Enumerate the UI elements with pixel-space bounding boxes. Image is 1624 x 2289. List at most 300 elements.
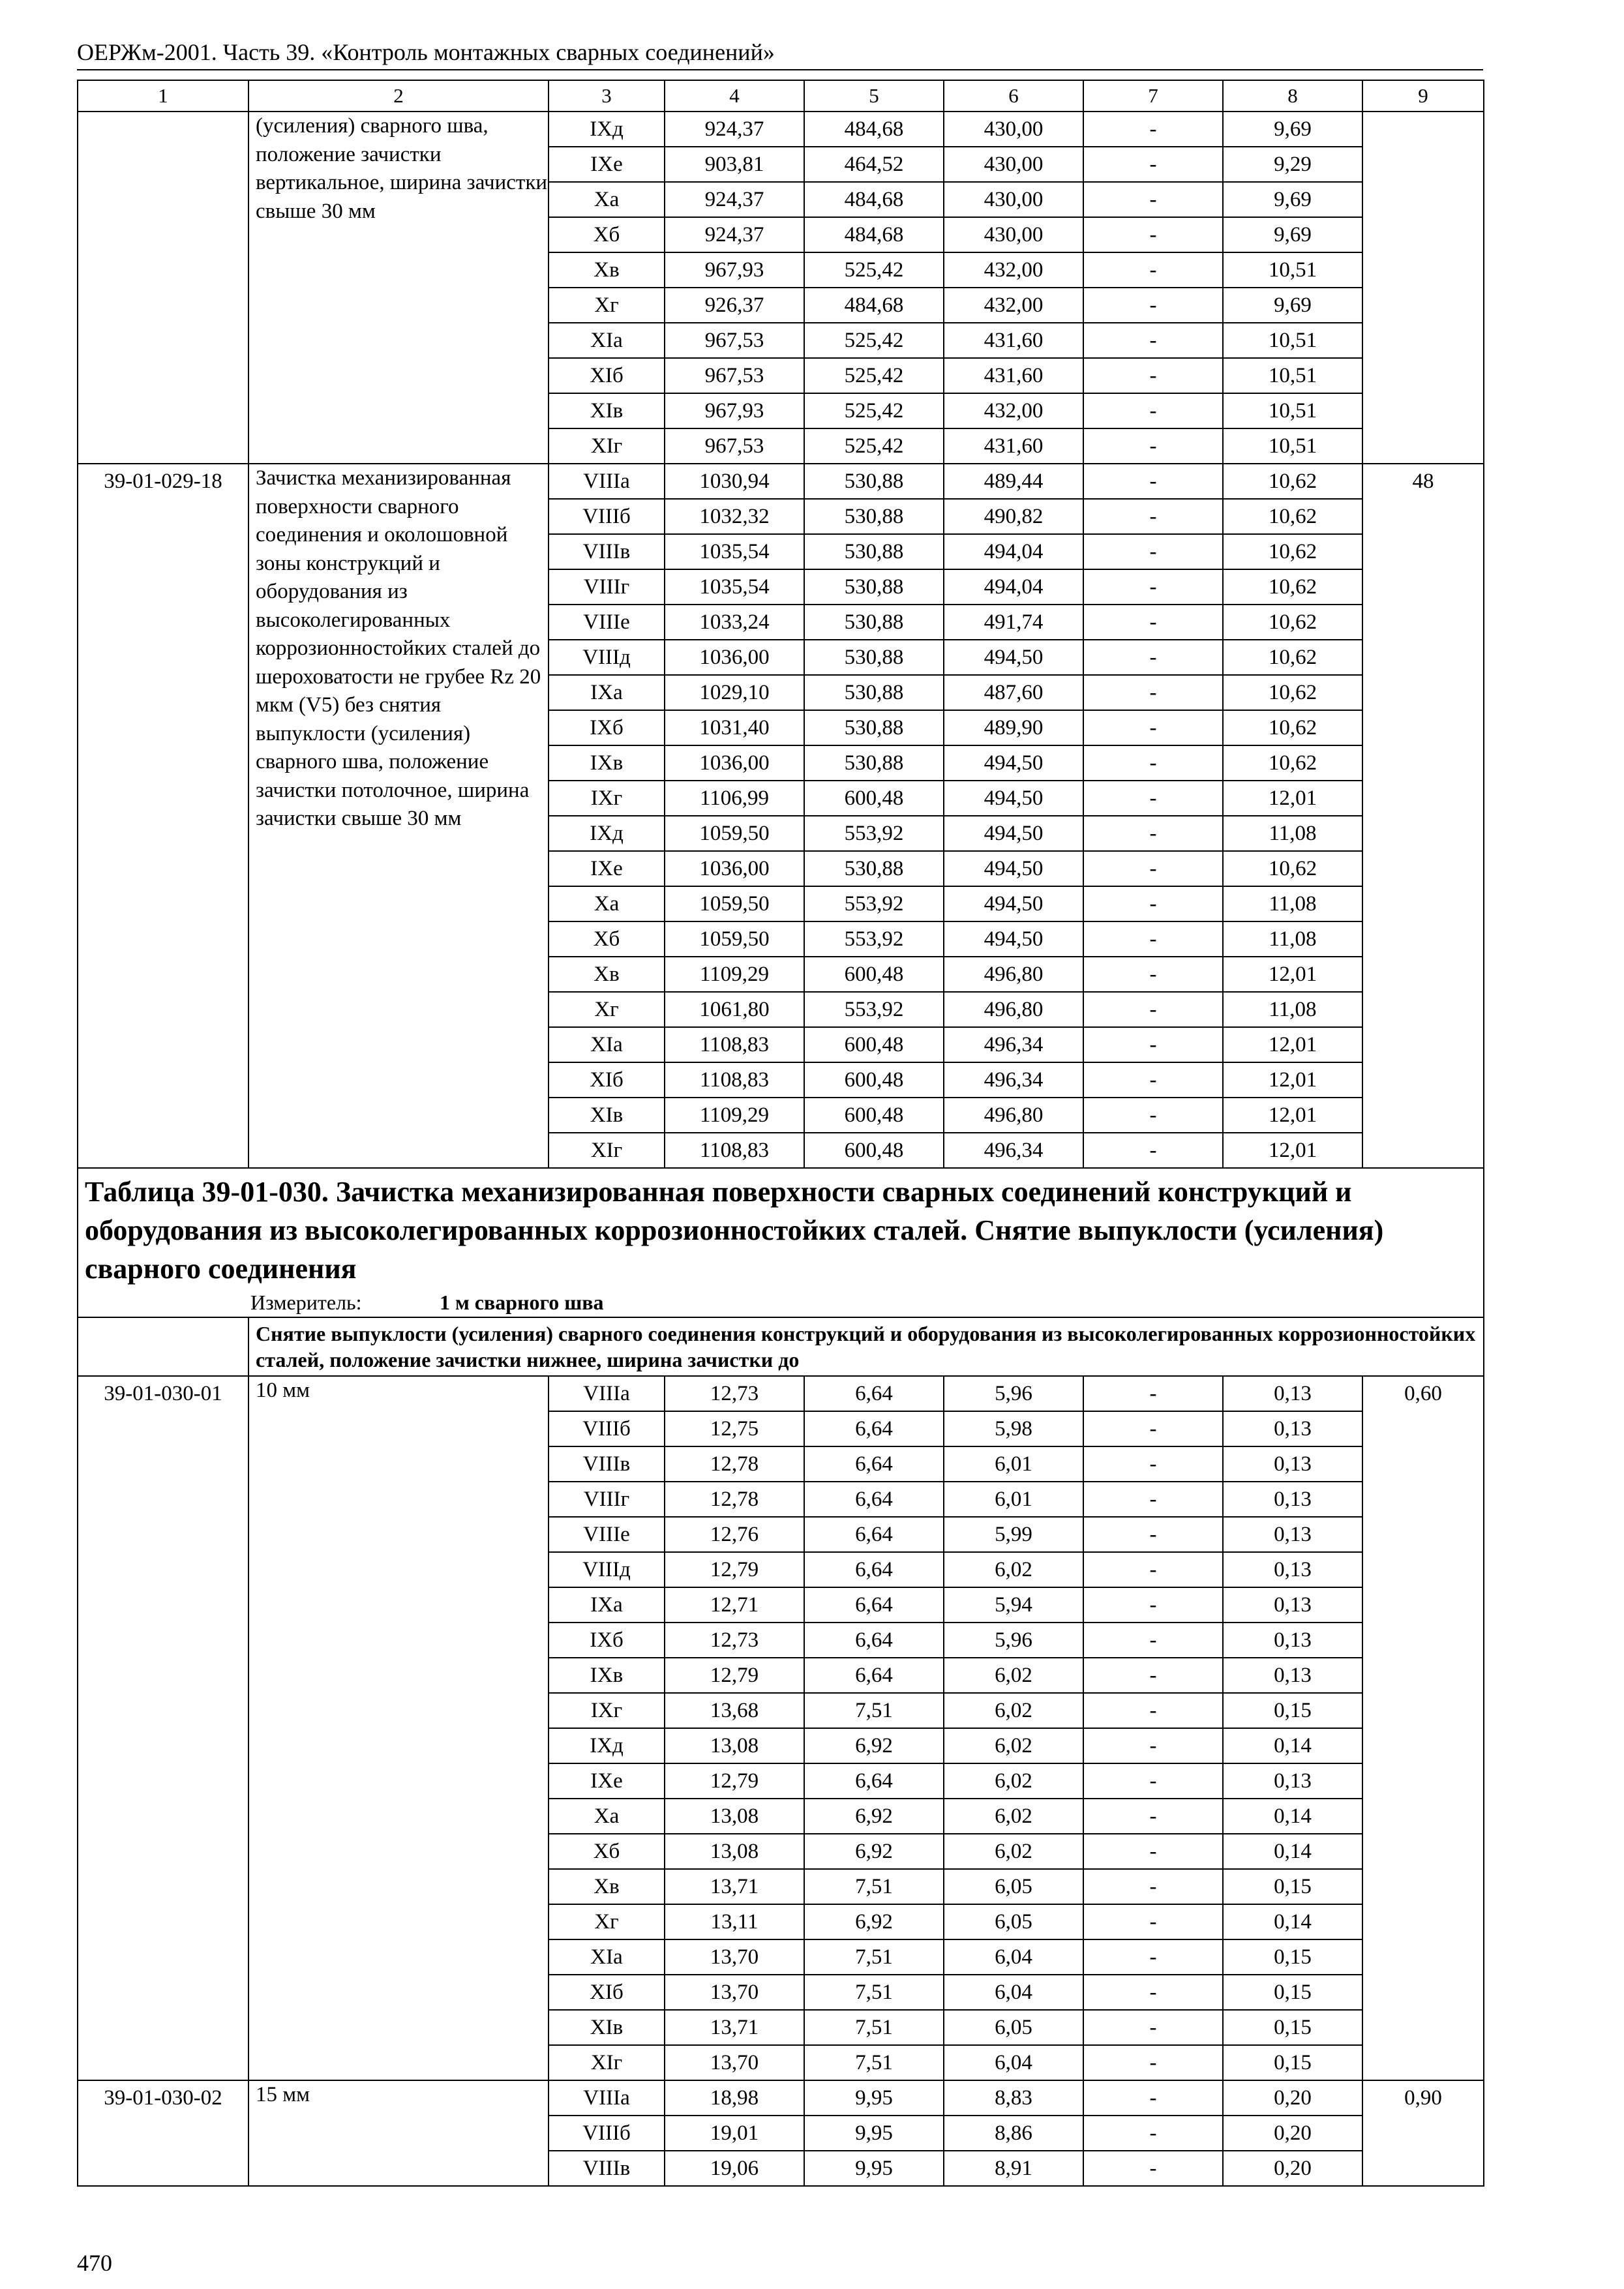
machine-cost: 494,50 (944, 816, 1083, 851)
labor-hours: 11,08 (1223, 992, 1362, 1027)
labor-cost: 600,48 (804, 1133, 944, 1168)
labor-cost: 7,51 (804, 1939, 944, 1975)
machine-cost: 8,83 (944, 2080, 1083, 2116)
machine-cost: 496,34 (944, 1062, 1083, 1098)
running-header: ОЕРЖм-2001. Часть 39. «Контроль монтажных сварных соединений» (77, 39, 775, 65)
machine-cost: 496,34 (944, 1027, 1083, 1062)
materials-cost: - (1083, 393, 1223, 428)
rate-description: Зачистка механизированная поверхности сварного соединения и околошовной зоны конструкций и оборудования из высоколегированных коррозионностойких сталей до шероховатости не грубее Rz 20 мкм (V5) без снятия выпуклости (усиления) сварного шва, положение зачистки потолочное, ширина зачистки свыше 30 мм (248, 464, 549, 1168)
machine-cost: 432,00 (944, 252, 1083, 288)
materials-cost: - (1083, 499, 1223, 534)
materials-cost: - (1083, 1376, 1223, 1411)
total-cost: 1029,10 (665, 675, 804, 710)
weld-class: IXб (549, 710, 665, 745)
labor-hours: 10,62 (1223, 534, 1362, 569)
total-cost: 924,37 (665, 112, 804, 147)
materials-cost: - (1083, 640, 1223, 675)
weld-class: XIг (549, 2045, 665, 2080)
section-spacer (78, 1317, 248, 1376)
labor-cost: 553,92 (804, 816, 944, 851)
total-cost: 12,71 (665, 1587, 804, 1623)
table-title-row (78, 1168, 1484, 1317)
total-cost: 1059,50 (665, 886, 804, 921)
weld-class: Xг (549, 992, 665, 1027)
machine-cost: 494,50 (944, 886, 1083, 921)
labor-cost: 6,64 (804, 1411, 944, 1446)
labor-hours: 10,62 (1223, 640, 1362, 675)
labor-hours: 0,14 (1223, 1904, 1362, 1939)
materials-cost: - (1083, 1587, 1223, 1623)
labor-cost: 525,42 (804, 428, 944, 464)
rate-column-9: 0,60 (1362, 1376, 1484, 2080)
materials-cost: - (1083, 2080, 1223, 2116)
labor-cost: 6,64 (804, 1763, 944, 1799)
materials-cost: - (1083, 2010, 1223, 2045)
total-cost: 19,01 (665, 2116, 804, 2151)
machine-cost: 432,00 (944, 288, 1083, 323)
machine-cost: 494,50 (944, 851, 1083, 886)
labor-cost: 530,88 (804, 851, 944, 886)
rate-code: 39-01-029-18 (78, 464, 248, 1168)
materials-cost: - (1083, 781, 1223, 816)
labor-hours: 10,51 (1223, 323, 1362, 358)
total-cost: 1108,83 (665, 1062, 804, 1098)
materials-cost: - (1083, 1446, 1223, 1482)
labor-cost: 6,64 (804, 1446, 944, 1482)
total-cost: 1061,80 (665, 992, 804, 1027)
labor-hours: 0,15 (1223, 1869, 1362, 1904)
weld-class: Xб (549, 1834, 665, 1869)
weld-class: XIа (549, 1939, 665, 1975)
labor-hours: 0,15 (1223, 1975, 1362, 2010)
machine-cost: 431,60 (944, 358, 1083, 393)
weld-class: IXд (549, 112, 665, 147)
materials-cost: - (1083, 2116, 1223, 2151)
labor-hours: 10,62 (1223, 851, 1362, 886)
machine-cost: 6,02 (944, 1799, 1083, 1834)
labor-hours: 10,62 (1223, 710, 1362, 745)
labor-hours: 11,08 (1223, 921, 1362, 957)
labor-cost: 525,42 (804, 358, 944, 393)
machine-cost: 494,50 (944, 745, 1083, 781)
machine-cost: 494,04 (944, 569, 1083, 605)
weld-class: Xа (549, 1799, 665, 1834)
labor-cost: 6,64 (804, 1376, 944, 1411)
total-cost: 13,71 (665, 1869, 804, 1904)
machine-cost: 496,34 (944, 1133, 1083, 1168)
labor-hours: 0,13 (1223, 1517, 1362, 1552)
materials-cost: - (1083, 992, 1223, 1027)
total-cost: 967,53 (665, 323, 804, 358)
machine-cost: 431,60 (944, 428, 1083, 464)
materials-cost: - (1083, 252, 1223, 288)
rate-description: 10 мм (248, 1376, 549, 2080)
labor-hours: 0,13 (1223, 1446, 1362, 1482)
labor-cost: 6,92 (804, 1904, 944, 1939)
machine-cost: 489,90 (944, 710, 1083, 745)
machine-cost: 494,04 (944, 534, 1083, 569)
total-cost: 13,68 (665, 1693, 804, 1728)
total-cost: 12,73 (665, 1623, 804, 1658)
labor-hours: 0,13 (1223, 1411, 1362, 1446)
labor-cost: 530,88 (804, 569, 944, 605)
weld-class: VIIIд (549, 1552, 665, 1587)
weld-class: IXе (549, 851, 665, 886)
materials-cost: - (1083, 886, 1223, 921)
total-cost: 13,70 (665, 1975, 804, 2010)
machine-cost: 6,01 (944, 1482, 1083, 1517)
materials-cost: - (1083, 1027, 1223, 1062)
total-cost: 12,79 (665, 1552, 804, 1587)
weld-class: IXа (549, 1587, 665, 1623)
total-cost: 1059,50 (665, 921, 804, 957)
labor-hours: 10,62 (1223, 745, 1362, 781)
section-row (78, 1317, 1484, 1376)
total-cost: 13,08 (665, 1799, 804, 1834)
rate-code (78, 112, 248, 464)
total-cost: 19,06 (665, 2151, 804, 2186)
materials-cost: - (1083, 358, 1223, 393)
materials-cost: - (1083, 1904, 1223, 1939)
materials-cost: - (1083, 569, 1223, 605)
machine-cost: 6,04 (944, 1939, 1083, 1975)
labor-hours: 0,13 (1223, 1587, 1362, 1623)
labor-hours: 9,69 (1223, 112, 1362, 147)
weld-class: Xв (549, 1869, 665, 1904)
labor-cost: 6,92 (804, 1728, 944, 1763)
labor-cost: 9,95 (804, 2080, 944, 2116)
materials-cost: - (1083, 1728, 1223, 1763)
weld-class: IXв (549, 745, 665, 781)
weld-class: XIа (549, 1027, 665, 1062)
materials-cost: - (1083, 1552, 1223, 1587)
labor-cost: 530,88 (804, 745, 944, 781)
materials-cost: - (1083, 957, 1223, 992)
weld-class: IXе (549, 1763, 665, 1799)
materials-cost: - (1083, 2151, 1223, 2186)
table-row (78, 2080, 1484, 2116)
rate-column-9: 48 (1362, 464, 1484, 1168)
rate-code: 39-01-030-01 (78, 1376, 248, 2080)
total-cost: 1036,00 (665, 640, 804, 675)
labor-hours: 0,13 (1223, 1376, 1362, 1411)
machine-cost: 5,96 (944, 1376, 1083, 1411)
total-cost: 1108,83 (665, 1133, 804, 1168)
section-heading: Снятие выпуклости (усиления) сварного соединения конструкций и оборудования из высоколегированных коррозионностойких сталей, положение зачистки нижнее, ширина зачистки до (248, 1317, 1484, 1376)
total-cost: 12,78 (665, 1482, 804, 1517)
machine-cost: 5,94 (944, 1587, 1083, 1623)
weld-class: XIг (549, 428, 665, 464)
total-cost: 967,53 (665, 358, 804, 393)
labor-cost: 7,51 (804, 1869, 944, 1904)
labor-cost: 600,48 (804, 1027, 944, 1062)
weld-class: IXе (549, 147, 665, 182)
materials-cost: - (1083, 605, 1223, 640)
materials-cost: - (1083, 1098, 1223, 1133)
total-cost: 1036,00 (665, 851, 804, 886)
labor-hours: 10,62 (1223, 499, 1362, 534)
labor-hours: 12,01 (1223, 1062, 1362, 1098)
labor-cost: 600,48 (804, 1098, 944, 1133)
total-cost: 926,37 (665, 288, 804, 323)
header-rule (77, 69, 1483, 70)
total-cost: 12,79 (665, 1763, 804, 1799)
labor-hours: 0,13 (1223, 1552, 1362, 1587)
labor-hours: 12,01 (1223, 957, 1362, 992)
machine-cost: 6,02 (944, 1834, 1083, 1869)
materials-cost: - (1083, 1975, 1223, 2010)
materials-cost: - (1083, 1834, 1223, 1869)
total-cost: 924,37 (665, 182, 804, 217)
labor-hours: 11,08 (1223, 886, 1362, 921)
weld-class: IXд (549, 1728, 665, 1763)
table-row (78, 464, 1484, 499)
machine-cost: 6,05 (944, 2010, 1083, 2045)
labor-cost: 464,52 (804, 147, 944, 182)
weld-class: XIв (549, 393, 665, 428)
total-cost: 1031,40 (665, 710, 804, 745)
total-cost: 1109,29 (665, 1098, 804, 1133)
labor-cost: 530,88 (804, 534, 944, 569)
labor-cost: 484,68 (804, 288, 944, 323)
page-number: 470 (77, 2250, 112, 2276)
total-cost: 12,73 (665, 1376, 804, 1411)
labor-hours: 10,51 (1223, 428, 1362, 464)
labor-hours: 0,13 (1223, 1623, 1362, 1658)
total-cost: 1030,94 (665, 464, 804, 499)
total-cost: 1032,32 (665, 499, 804, 534)
total-cost: 12,79 (665, 1658, 804, 1693)
labor-hours: 9,69 (1223, 182, 1362, 217)
labor-hours: 0,20 (1223, 2116, 1362, 2151)
machine-cost: 490,82 (944, 499, 1083, 534)
weld-class: Xв (549, 252, 665, 288)
labor-hours: 10,62 (1223, 675, 1362, 710)
total-cost: 13,11 (665, 1904, 804, 1939)
total-cost: 967,93 (665, 252, 804, 288)
labor-hours: 12,01 (1223, 1098, 1362, 1133)
labor-cost: 7,51 (804, 2045, 944, 2080)
labor-hours: 11,08 (1223, 816, 1362, 851)
labor-hours: 0,13 (1223, 1482, 1362, 1517)
column-number: 1 (78, 80, 248, 112)
machine-cost: 6,01 (944, 1446, 1083, 1482)
machine-cost: 496,80 (944, 1098, 1083, 1133)
total-cost: 903,81 (665, 147, 804, 182)
total-cost: 13,70 (665, 1939, 804, 1975)
column-number: 6 (944, 80, 1083, 112)
total-cost: 1035,54 (665, 534, 804, 569)
weld-class: Xб (549, 217, 665, 252)
labor-hours: 10,62 (1223, 464, 1362, 499)
total-cost: 1035,54 (665, 569, 804, 605)
labor-hours: 0,20 (1223, 2151, 1362, 2186)
machine-cost: 430,00 (944, 182, 1083, 217)
labor-hours: 10,62 (1223, 569, 1362, 605)
column-number: 8 (1223, 80, 1362, 112)
weld-class: IXб (549, 1623, 665, 1658)
labor-hours: 12,01 (1223, 1027, 1362, 1062)
weld-class: VIIIб (549, 2116, 665, 2151)
materials-cost: - (1083, 1623, 1223, 1658)
labor-cost: 6,64 (804, 1587, 944, 1623)
weld-class: VIIIв (549, 2151, 665, 2186)
rate-column-9 (1362, 112, 1484, 464)
total-cost: 1033,24 (665, 605, 804, 640)
total-cost: 18,98 (665, 2080, 804, 2116)
weld-class: Xа (549, 886, 665, 921)
machine-cost: 6,04 (944, 1975, 1083, 2010)
weld-class: VIIIг (549, 1482, 665, 1517)
materials-cost: - (1083, 1411, 1223, 1446)
labor-cost: 6,92 (804, 1834, 944, 1869)
labor-cost: 553,92 (804, 886, 944, 921)
weld-class: IXг (549, 781, 665, 816)
materials-cost: - (1083, 675, 1223, 710)
rate-column-9: 0,90 (1362, 2080, 1484, 2186)
total-cost: 12,78 (665, 1446, 804, 1482)
rate-description: (усиления) сварного шва, положение зачистки вертикальное, ширина зачистки свыше 30 мм (248, 112, 549, 464)
materials-cost: - (1083, 921, 1223, 957)
machine-cost: 494,50 (944, 921, 1083, 957)
machine-cost: 6,05 (944, 1904, 1083, 1939)
weld-class: VIIIе (549, 605, 665, 640)
total-cost: 1106,99 (665, 781, 804, 816)
weld-class: VIIIд (549, 640, 665, 675)
labor-cost: 7,51 (804, 1975, 944, 2010)
labor-cost: 525,42 (804, 323, 944, 358)
labor-cost: 600,48 (804, 781, 944, 816)
weld-class: XIг (549, 1133, 665, 1168)
labor-cost: 553,92 (804, 921, 944, 957)
labor-hours: 0,14 (1223, 1799, 1362, 1834)
table-title: Таблица 39-01-030. Зачистка механизированная поверхности сварных соединений конструкций и оборудования из высоколегированных коррозионностойких сталей. Снятие выпуклости (усиления) сварного соединения (85, 1176, 1384, 1285)
column-number: 4 (665, 80, 804, 112)
labor-cost: 525,42 (804, 252, 944, 288)
labor-cost: 525,42 (804, 393, 944, 428)
labor-hours: 9,29 (1223, 147, 1362, 182)
machine-cost: 432,00 (944, 393, 1083, 428)
machine-cost: 431,60 (944, 323, 1083, 358)
column-number: 5 (804, 80, 944, 112)
weld-class: VIIIв (549, 1446, 665, 1482)
machine-cost: 430,00 (944, 147, 1083, 182)
materials-cost: - (1083, 1799, 1223, 1834)
materials-cost: - (1083, 217, 1223, 252)
weld-class: IXв (549, 1658, 665, 1693)
labor-cost: 6,92 (804, 1799, 944, 1834)
labor-hours: 12,01 (1223, 1133, 1362, 1168)
machine-cost: 496,80 (944, 992, 1083, 1027)
weld-class: VIIIе (549, 1517, 665, 1552)
labor-cost: 530,88 (804, 675, 944, 710)
labor-cost: 530,88 (804, 464, 944, 499)
materials-cost: - (1083, 851, 1223, 886)
labor-cost: 7,51 (804, 1693, 944, 1728)
labor-hours: 0,14 (1223, 1834, 1362, 1869)
labor-cost: 484,68 (804, 182, 944, 217)
weld-class: VIIIб (549, 499, 665, 534)
materials-cost: - (1083, 1869, 1223, 1904)
machine-cost: 6,02 (944, 1763, 1083, 1799)
materials-cost: - (1083, 2045, 1223, 2080)
labor-hours: 10,51 (1223, 358, 1362, 393)
machine-cost: 430,00 (944, 112, 1083, 147)
materials-cost: - (1083, 288, 1223, 323)
labor-cost: 6,64 (804, 1623, 944, 1658)
machine-cost: 5,99 (944, 1517, 1083, 1552)
labor-cost: 9,95 (804, 2116, 944, 2151)
machine-cost: 6,05 (944, 1869, 1083, 1904)
labor-hours: 0,15 (1223, 2045, 1362, 2080)
machine-cost: 6,02 (944, 1552, 1083, 1587)
weld-class: IXа (549, 675, 665, 710)
column-number: 2 (248, 80, 549, 112)
weld-class: VIIIв (549, 534, 665, 569)
labor-cost: 484,68 (804, 217, 944, 252)
materials-cost: - (1083, 1517, 1223, 1552)
weld-class: Xг (549, 1904, 665, 1939)
weld-class: IXд (549, 816, 665, 851)
materials-cost: - (1083, 1062, 1223, 1098)
labor-hours: 0,15 (1223, 1693, 1362, 1728)
labor-hours: 12,01 (1223, 781, 1362, 816)
table-row (78, 1376, 1484, 1411)
total-cost: 13,70 (665, 2045, 804, 2080)
machine-cost: 8,86 (944, 2116, 1083, 2151)
weld-class: Xа (549, 182, 665, 217)
labor-cost: 9,95 (804, 2151, 944, 2186)
materials-cost: - (1083, 1693, 1223, 1728)
labor-cost: 600,48 (804, 1062, 944, 1098)
weld-class: Xв (549, 957, 665, 992)
weld-class: Xг (549, 288, 665, 323)
total-cost: 13,08 (665, 1728, 804, 1763)
labor-cost: 484,68 (804, 112, 944, 147)
labor-hours: 0,13 (1223, 1658, 1362, 1693)
materials-cost: - (1083, 710, 1223, 745)
weld-class: XIб (549, 1062, 665, 1098)
materials-cost: - (1083, 1658, 1223, 1693)
table-title-cell (78, 1168, 1484, 1317)
materials-cost: - (1083, 182, 1223, 217)
column-number: 9 (1362, 80, 1484, 112)
total-cost: 1108,83 (665, 1027, 804, 1062)
column-number: 3 (549, 80, 665, 112)
weld-class: XIб (549, 358, 665, 393)
weld-class: XIб (549, 1975, 665, 2010)
labor-cost: 530,88 (804, 605, 944, 640)
materials-cost: - (1083, 1482, 1223, 1517)
labor-hours: 0,15 (1223, 1939, 1362, 1975)
weld-class: XIв (549, 2010, 665, 2045)
total-cost: 967,53 (665, 428, 804, 464)
total-cost: 13,08 (665, 1834, 804, 1869)
labor-cost: 530,88 (804, 499, 944, 534)
weld-class: VIIIа (549, 1376, 665, 1411)
materials-cost: - (1083, 534, 1223, 569)
machine-cost: 5,96 (944, 1623, 1083, 1658)
machine-cost: 494,50 (944, 781, 1083, 816)
meter-value: 1 м сварного шва (440, 1291, 604, 1314)
total-cost: 1109,29 (665, 957, 804, 992)
materials-cost: - (1083, 464, 1223, 499)
labor-cost: 7,51 (804, 2010, 944, 2045)
labor-cost: 6,64 (804, 1552, 944, 1587)
labor-cost: 6,64 (804, 1658, 944, 1693)
machine-cost: 5,98 (944, 1411, 1083, 1446)
weld-class: VIIIа (549, 2080, 665, 2116)
